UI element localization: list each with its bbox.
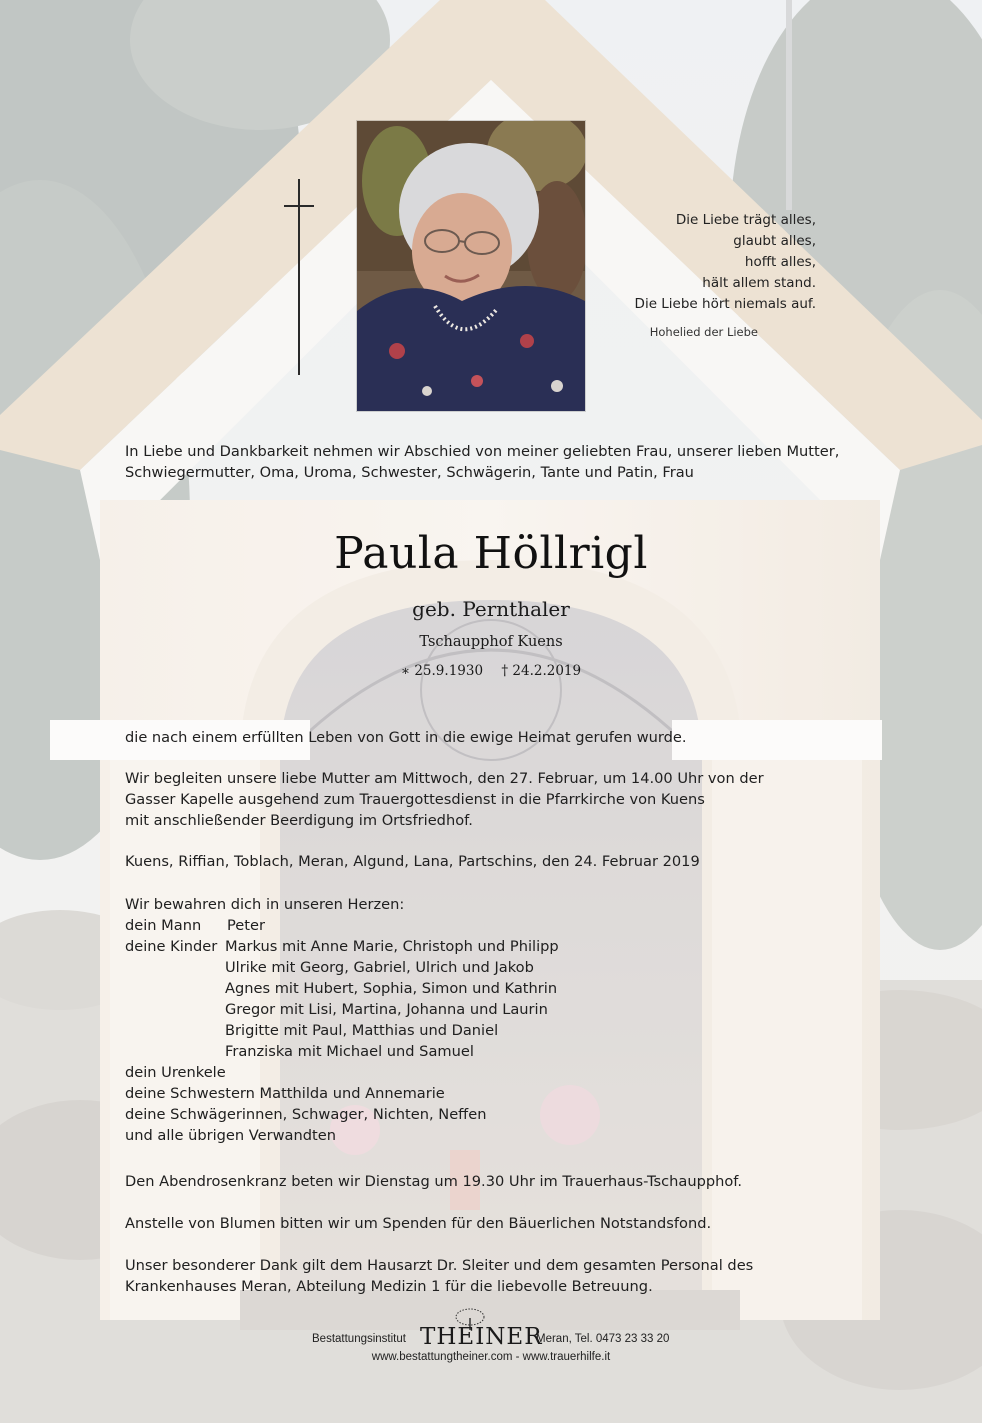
- portrait-image: [357, 121, 585, 411]
- mourner-role: deine Kinder: [125, 938, 218, 955]
- mourner-names: Franziska mit Michael und Samuel: [225, 1043, 474, 1060]
- life-dates: [0, 663, 982, 679]
- funeral-home-label: Bestattungsinstitut: [312, 1333, 406, 1345]
- death-date: † 24.2.2019: [501, 663, 582, 679]
- funeral-text: [125, 768, 764, 831]
- mourner-names: Gregor mit Lisi, Martina, Johanna und Laurin: [225, 1001, 548, 1018]
- thanks-line: Unser besonderer Dank gilt dem Hausarzt Dr. Sleiter und dem gesamten Personal des: [125, 1257, 754, 1274]
- mourner-names: Markus mit Anne Marie, Christoph und Philipp: [225, 938, 559, 955]
- quote-line: Die Liebe trägt alles,: [675, 212, 816, 228]
- quote-line: hält allem stand.: [702, 275, 816, 291]
- called-home-text: die nach einem erfüllten Leben von Gott in die ewige Heimat gerufen wurde.: [125, 729, 687, 746]
- funeral-line: mit anschließender Beerdigung im Ortsfriedhof.: [125, 812, 473, 829]
- deceased-name: Paula Höllrigl: [334, 528, 648, 579]
- funeral-home-web: www.bestattungtheiner.com - www.trauerhilfe.it: [371, 1351, 611, 1363]
- quote-line: hofft alles,: [744, 254, 816, 270]
- intro-line: In Liebe und Dankbarkeit nehmen wir Abschied von meiner geliebten Frau, unserer lieben Mutter,: [125, 443, 840, 460]
- intro-line: Schwiegermutter, Oma, Uroma, Schwester, Schwägerin, Tante und Patin, Frau: [125, 464, 694, 481]
- mourner-line: und alle übrigen Verwandten: [125, 1127, 336, 1144]
- donations-text: Anstelle von Blumen bitten wir um Spenden für den Bäuerlichen Notstandsfond.: [125, 1215, 712, 1232]
- keep-heading: Wir bewahren dich in unseren Herzen:: [125, 896, 405, 913]
- portrait-photo: [357, 121, 585, 411]
- place-date: Kuens, Riffian, Toblach, Meran, Algund, Lana, Partschins, den 24. Februar 2019: [125, 853, 700, 870]
- funeral-line: Gasser Kapelle ausgehend zum Trauergottesdienst in die Pfarrkirche von Kuens: [125, 791, 705, 808]
- farm-name: Tschaupphof Kuens: [419, 634, 563, 650]
- funeral-home-footer: [0, 1310, 982, 1370]
- mourner-line: deine Schwägerinnen, Schwager, Nichten, Neffen: [125, 1106, 487, 1123]
- quote-line: Die Liebe hört niemals auf.: [634, 296, 816, 312]
- thanks-line: Krankenhauses Meran, Abteilung Medizin 1 für die liebevolle Betreuung.: [125, 1278, 653, 1295]
- bible-quote: [590, 210, 816, 315]
- cross-icon: [284, 179, 314, 375]
- mourner-names: Ulrike mit Georg, Gabriel, Ulrich und Jakob: [225, 959, 534, 976]
- birth-date: ∗ 25.9.1930: [400, 663, 484, 679]
- funeral-line: Wir begleiten unsere liebe Mutter am Mittwoch, den 27. Februar, um 14.00 Uhr von der: [125, 770, 764, 787]
- funeral-home-contact: Meran, Tel. 0473 23 33 20: [536, 1333, 670, 1345]
- mourner-names: Peter: [227, 917, 265, 934]
- mourner-names: Brigitte mit Paul, Matthias und Daniel: [225, 1022, 499, 1039]
- mourner-line: dein Urenkele: [125, 1064, 226, 1081]
- thanks-text: [125, 1255, 753, 1297]
- quote-line: glaubt alles,: [733, 233, 816, 249]
- mourner-role: dein Mann: [125, 917, 202, 934]
- mourner-line: deine Schwestern Matthilda und Annemarie: [125, 1085, 445, 1102]
- quote-source: Hohelied der Liebe: [649, 325, 758, 339]
- birth-name: geb. Pernthaler: [412, 597, 570, 621]
- mourner-names: Agnes mit Hubert, Sophia, Simon und Kathrin: [225, 980, 558, 997]
- funeral-home-logo: THEINER: [420, 1324, 543, 1350]
- rosary-text: Den Abendrosenkranz beten wir Dienstag um 19.30 Uhr im Trauerhaus-Tschaupphof.: [125, 1173, 743, 1190]
- intro-text: [125, 441, 839, 483]
